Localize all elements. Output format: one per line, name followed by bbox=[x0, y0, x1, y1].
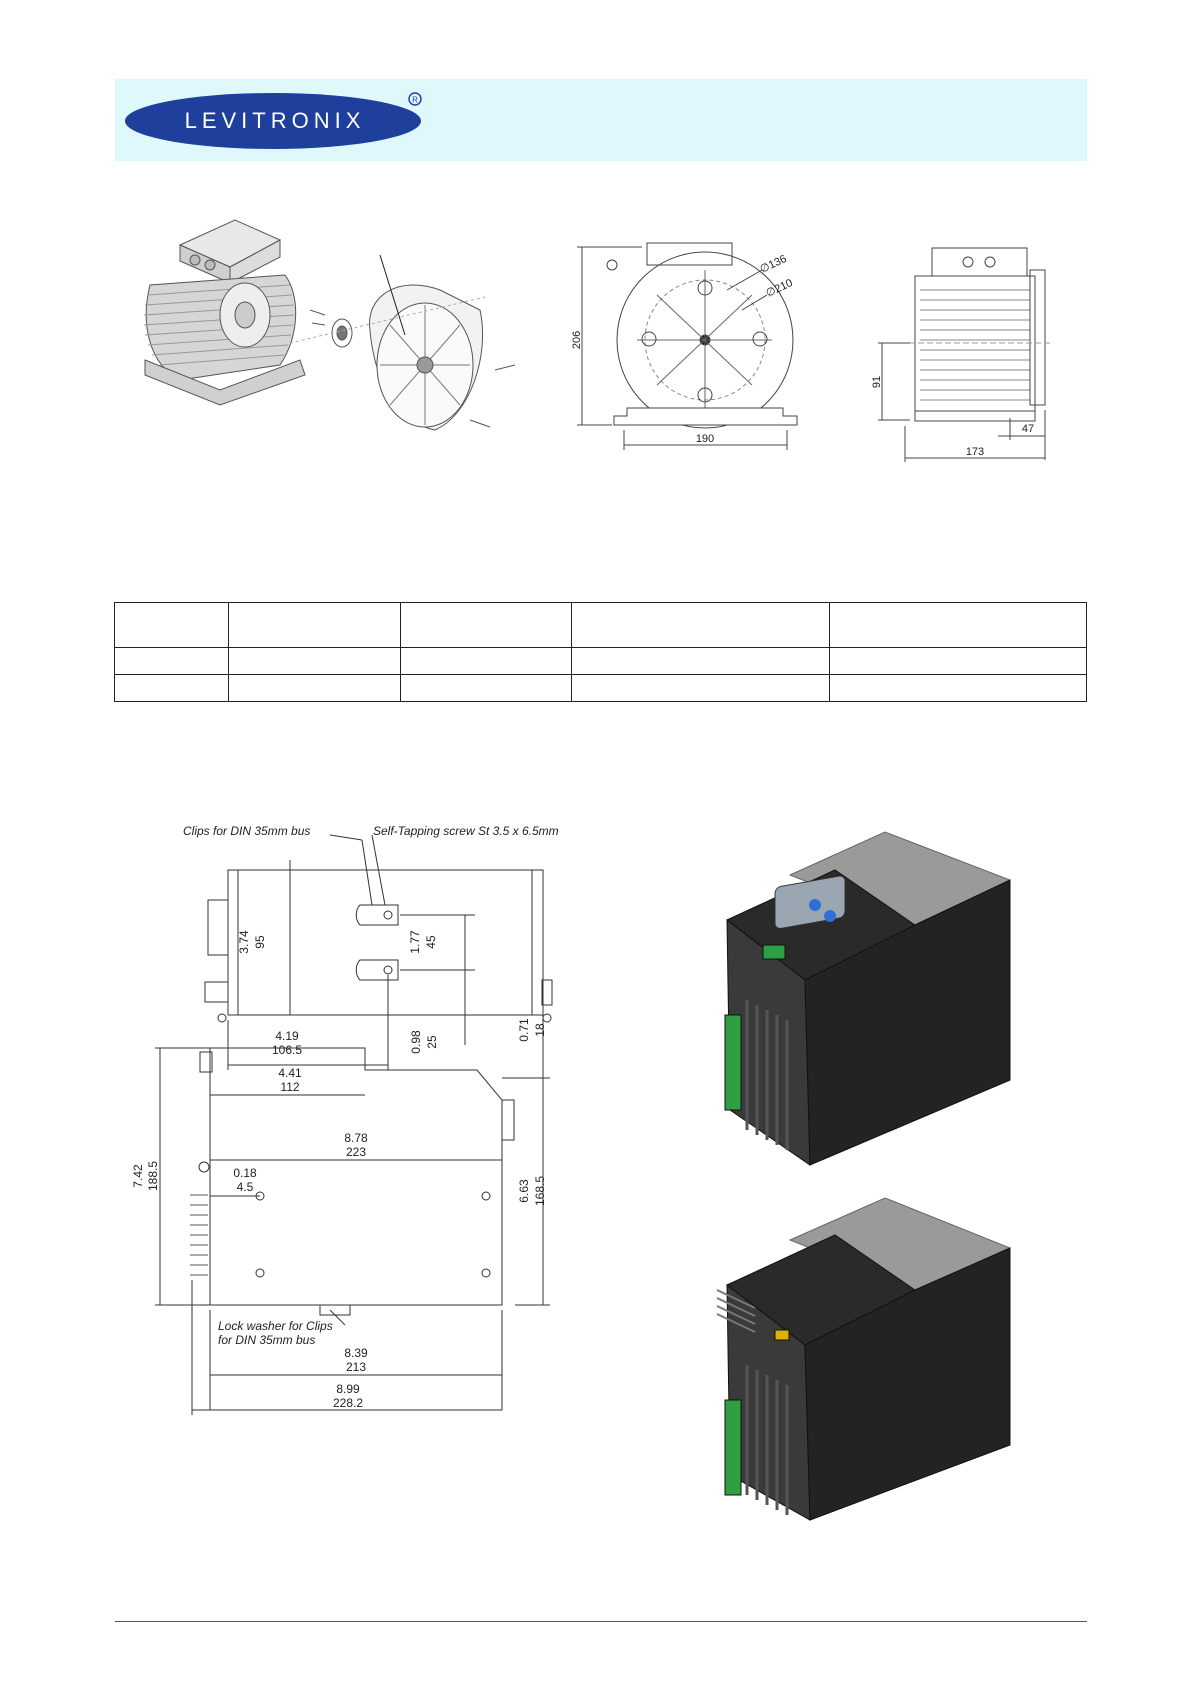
dim-dia-136: ∅136 bbox=[758, 253, 789, 276]
dim-228-in: 8.99 bbox=[336, 1382, 360, 1396]
dim-223-in: 8.78 bbox=[344, 1131, 368, 1145]
controller-render-base bbox=[715, 1190, 1015, 1530]
controller-dimension-drawing bbox=[130, 820, 650, 1530]
table-cell bbox=[571, 603, 830, 648]
table-cell bbox=[115, 603, 229, 648]
callout-screw: Self-Tapping screw St 3.5 x 6.5mm bbox=[373, 824, 559, 838]
table-row bbox=[115, 648, 1087, 675]
controller-render-display bbox=[715, 820, 1015, 1160]
dim-18-in: 0.71 bbox=[517, 1018, 531, 1042]
table-cell bbox=[400, 648, 571, 675]
dim-45-in: 1.77 bbox=[408, 930, 422, 954]
spec-table bbox=[114, 602, 1087, 702]
table-cell bbox=[400, 675, 571, 702]
dim-18-mm: 18 bbox=[533, 1023, 547, 1037]
dim-188-in: 7.42 bbox=[131, 1164, 145, 1188]
table-cell bbox=[571, 648, 830, 675]
table-cell bbox=[830, 603, 1087, 648]
dim-188-mm: 188.5 bbox=[146, 1160, 160, 1192]
dim-4-5-in: 0.18 bbox=[233, 1166, 257, 1180]
dim-168-in: 6.63 bbox=[517, 1179, 531, 1203]
dim-4-5-mm: 4.5 bbox=[236, 1180, 254, 1194]
brand-name: LEVITRONIX bbox=[184, 108, 366, 133]
callout-clips: Clips for DIN 35mm bus bbox=[183, 824, 311, 838]
dim-dia-210: ∅210 bbox=[764, 277, 795, 300]
motor-front-view bbox=[572, 235, 847, 455]
table-cell bbox=[571, 675, 830, 702]
table-cell bbox=[830, 675, 1087, 702]
dim-height-206: 206 bbox=[571, 330, 583, 350]
dim-112-mm: 112 bbox=[280, 1080, 300, 1094]
callout-lock-washer-1: Lock washer for Clips bbox=[218, 1319, 333, 1333]
dim-112-in: 4.41 bbox=[278, 1066, 302, 1080]
callout-lock-washer-2: for DIN 35mm bus bbox=[218, 1333, 316, 1347]
footer-rule bbox=[115, 1621, 1087, 1622]
table-cell bbox=[228, 648, 400, 675]
dim-offset-47: 47 bbox=[1021, 423, 1035, 435]
table-cell bbox=[228, 675, 400, 702]
table-cell bbox=[228, 603, 400, 648]
dim-length-173: 173 bbox=[965, 446, 985, 458]
dim-213-in: 8.39 bbox=[344, 1346, 368, 1360]
dim-95-in: 3.74 bbox=[237, 930, 251, 954]
dim-45-mm: 45 bbox=[424, 935, 438, 949]
dim-25-mm: 25 bbox=[425, 1035, 439, 1049]
motor-side-view bbox=[870, 240, 1060, 470]
registered-mark: R bbox=[412, 95, 418, 105]
dim-25-in: 0.98 bbox=[409, 1030, 423, 1054]
dim-223-mm: 223 bbox=[345, 1145, 367, 1159]
table-cell bbox=[115, 648, 229, 675]
table-row bbox=[115, 603, 1087, 648]
dim-228-mm: 228.2 bbox=[332, 1396, 364, 1410]
motor-exploded-view bbox=[140, 215, 530, 475]
table-row bbox=[115, 675, 1087, 702]
dim-width-190: 190 bbox=[695, 433, 715, 445]
table-cell bbox=[115, 675, 229, 702]
table-cell bbox=[830, 648, 1087, 675]
dim-168-mm: 168.5 bbox=[533, 1175, 547, 1207]
dim-106-mm: 106.5 bbox=[271, 1043, 303, 1057]
levitronix-logo bbox=[123, 85, 423, 153]
dim-106-in: 4.19 bbox=[275, 1029, 299, 1043]
table-cell bbox=[400, 603, 571, 648]
header-band bbox=[115, 79, 1087, 161]
dim-95-mm: 95 bbox=[253, 935, 267, 949]
dim-height-91: 91 bbox=[871, 375, 883, 389]
dim-213-mm: 213 bbox=[345, 1360, 367, 1374]
